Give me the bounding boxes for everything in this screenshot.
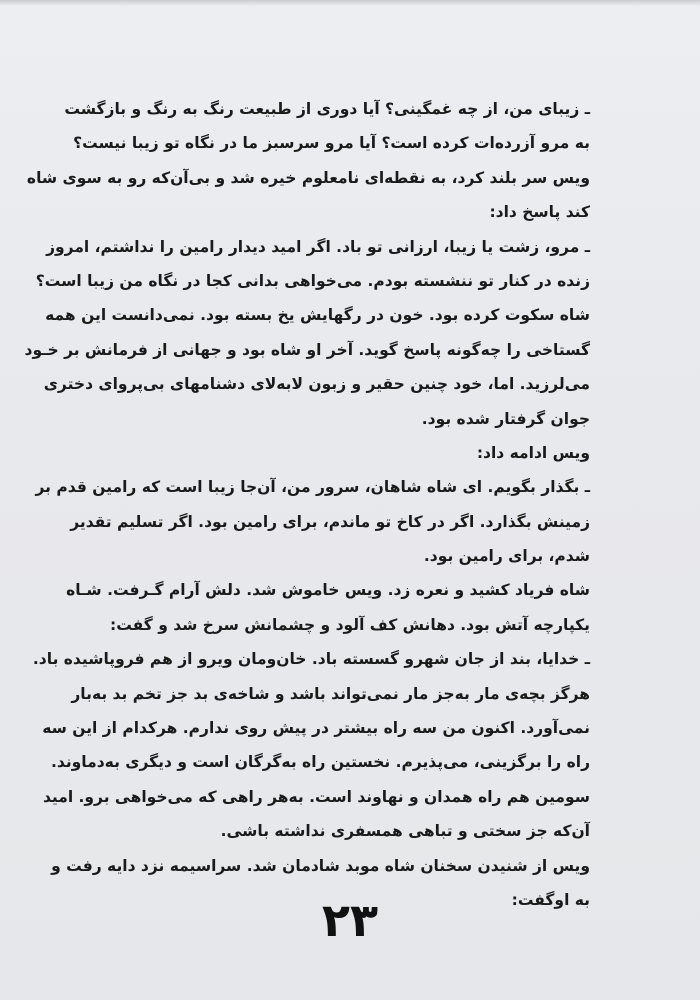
text-line: شدم، برای رامین بود. — [423, 547, 590, 566]
text-line: هرگز بچه‌ی مار به‌جز مار نمی‌تواند باشد و شاخه‌ی بد جز تخم بد به‌بار — [71, 684, 590, 703]
text-line: آن‌که جز سختی و تباهی همسفری نداشته باشی. — [220, 822, 590, 841]
text-line: ویس ادامه داد: — [476, 443, 590, 462]
page-text-body — [24, 92, 590, 917]
text-line: زمینش بگذارد. اگر در کاخ تو ماندم، برای رامین بود. اگر تسلیم تقدیر — [70, 512, 590, 531]
text-line: سومین هم راه همدان و نهاوند است. به‌هر راهی که می‌خواهی برو. امید — [42, 787, 590, 806]
page-number: ۲۳ — [321, 893, 379, 947]
scan-top-edge — [0, 0, 700, 6]
text-line: یکپارچه آتش بود. دهانش کف آلود و چشمانش سرخ شد و گفت: — [110, 615, 590, 634]
text-line: کند پاسخ داد: — [489, 203, 590, 222]
text-line: شاه فریاد کشید و نعره زد. ویس خاموش شد. دلش آرام گـرفت. شـاه — [66, 581, 590, 600]
text-line: زنده در کنار تو ننشسته بودم. می‌خواهی بدانی کجا در نگاه من زیبا است؟ — [35, 271, 590, 290]
text-line: ویس سر بلند کرد، به نقطه‌ای نامعلوم خیره شد و بی‌آن‌که رو به سوی شاه — [26, 168, 590, 187]
text-line: جوان گرفتار شده بود. — [421, 409, 590, 428]
text-line: می‌لرزید. اما، خود چنین حقیر و زبون لابه‌لای دشنامهای بی‌پروای دختری — [43, 375, 590, 394]
text-line: ـ خدایا، بند از جان شهرو گسسته باد. خان‌ومان ویرو از هم فروپاشیده باد. — [32, 650, 590, 669]
text-line: ویس از شنیدن سخنان شاه موبد شادمان شد. سراسیمه نزد دایه رفت و — [51, 856, 590, 875]
text-line: ـ مرو، زشت یا زیبا، ارزانی تو باد. اگر امید دیدار رامین را نداشتم، امروز — [46, 237, 590, 256]
text-line: گستاخی را چه‌گونه پاسخ گوید. آخر او شاه بود و جهانی از فرمانش بر خـود — [24, 340, 590, 359]
text-line: راه را برگزینی، می‌پذیرم. نخستین راه به‌گرگان است و دیگری به‌دماوند. — [51, 753, 590, 772]
text-line: نمی‌آورد. اکنون من سه راه بیشتر در پیش روی ندارم. هرکدام از این سه — [42, 719, 590, 738]
text-line: به اوگفت: — [511, 890, 590, 909]
text-line: شاه سکوت کرده بود. خون در رگهایش یخ بسته بود. نمی‌دانست این همه — [45, 306, 590, 325]
text-line: به مرو آزرده‌ات کرده است؟ آیا مرو سرسبز ما در نگاه تو زیبا نیست؟ — [73, 134, 590, 153]
text-line: ـ زیبای من، از چه غمگینی؟ آیا دوری از طبیعت رنگ به رنگ و بازگشت — [64, 100, 590, 118]
text-line: ـ بگذار بگویم. ای شاه شاهان، سرور من، آن‌جا زیبا است که رامین قدم بر — [35, 478, 590, 497]
